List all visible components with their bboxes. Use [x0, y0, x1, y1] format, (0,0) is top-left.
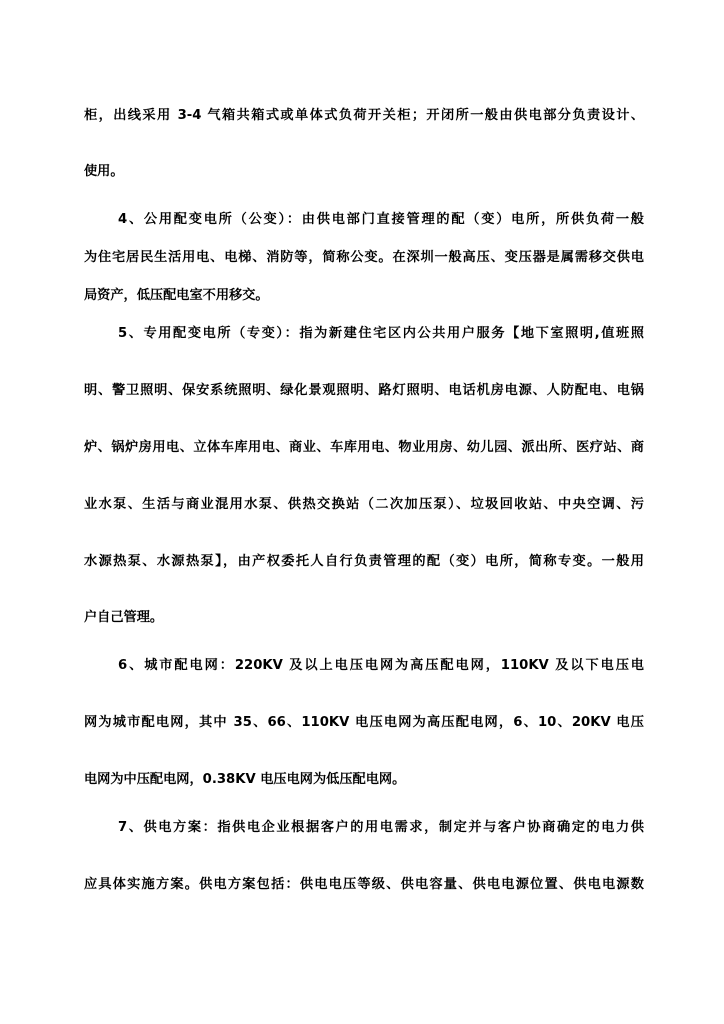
paragraph-4-line-1: 4、公用配变电所（公变）：由供电部门直接管理的配（变）电所，所供负荷一般: [118, 212, 644, 227]
paragraph-6-line-1: 6、城市配电网：220KV 及以上电压电网为高压配电网，110KV 及以下电压电: [118, 658, 644, 673]
paragraph-6-line-2: 网为城市配电网，其中 35、66、110KV 电压电网为高压配电网，6、10、20KV 电压: [84, 715, 644, 730]
paragraph-5-line-4: 业水泵、生活与商业混用水泵、供热交换站（二次加压泵）、垃圾回收站、中央空调、污: [84, 497, 644, 512]
paragraph-4-line-3: 局资产，低压配电室不用移交。: [84, 288, 269, 303]
paragraph-5-line-6: 户自己管理。: [84, 610, 164, 625]
paragraph-7-line-2: 应具体实施方案。供电方案包括：供电电压等级、供电容量、供电电源位置、供电电源数: [84, 877, 644, 892]
paragraph-5-line-5: 水源热泵、水源热泵】，由产权委托人自行负责管理的配（变）电所，简称专变。一般用: [84, 554, 644, 569]
paragraph-7-line-1: 7、供电方案：指供电企业根据客户的用电需求，制定并与客户协商确定的电力供: [118, 820, 644, 835]
paragraph-5-line-1: 5、专用配变电所（专变）：指为新建住宅区内公共用户服务【地下室照明,值班照: [118, 326, 644, 341]
paragraph-4-line-2: 为住宅居民生活用电、电梯、消防等，简称公变。在深圳一般高压、变压器是属需移交供电: [84, 250, 644, 265]
text-line-1: 柜，出线采用 3-4 气箱共箱式或单体式负荷开关柜；开闭所一般由供电部分负责设计、: [84, 108, 644, 123]
paragraph-5-line-2: 明、警卫照明、保安系统照明、绿化景观照明、路灯照明、电话机房电源、人防配电、电锅: [84, 383, 644, 398]
text-line-2: 使用。: [84, 164, 124, 179]
paragraph-5-line-3: 炉、锅炉房用电、立体车库用电、商业、车库用电、物业用房、幼儿园、派出所、医疗站、商: [84, 440, 644, 455]
paragraph-6-line-3: 电网为中压配电网，0.38KV 电压电网为低压配电网。: [84, 772, 406, 787]
